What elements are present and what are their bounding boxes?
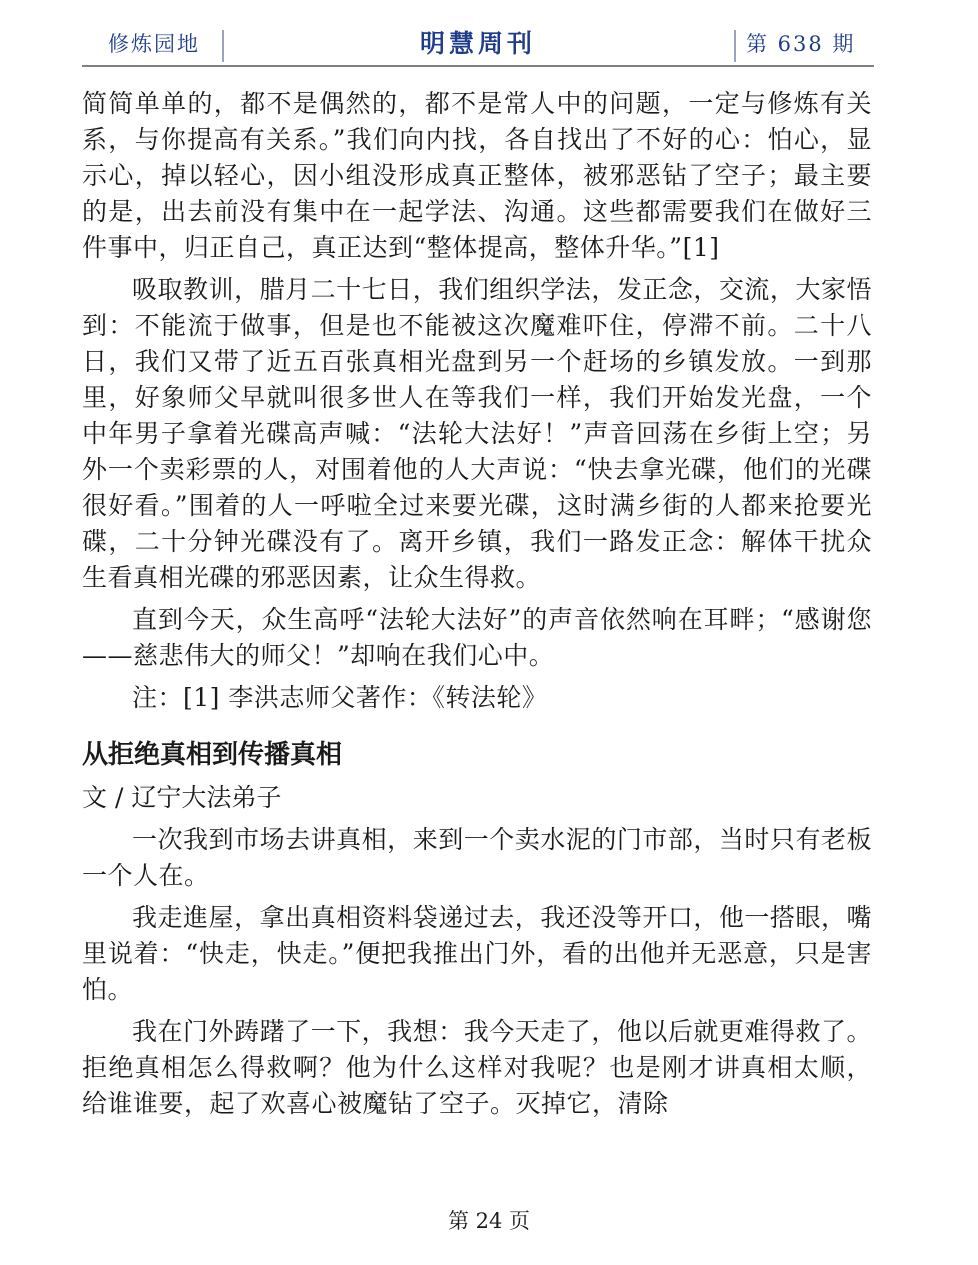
page-number: 第 24 页 [447, 1209, 531, 1233]
footnote: 注：[1] 李洪志师父著作：《转法轮》 [132, 683, 548, 712]
header-rule [82, 65, 874, 67]
article-title: 从拒绝真相到传播真相 [82, 740, 343, 770]
header-divider [734, 30, 736, 62]
section-label: 修炼园地 [108, 32, 200, 56]
publication-title: 明慧周刊 [419, 29, 536, 58]
body-paragraph: 直到今天，众生高呼“法轮大法好”的声音依然响在耳畔；“感谢您——慈悲伟大的师父！”却响在我们心中。 [82, 605, 872, 670]
issue-number: 第 638 期 [746, 32, 856, 56]
body-paragraph: 简简单单的，都不是偶然的，都不是常人中的问题，一定与修炼有关系，与你提高有关系。”我们向内找，各自找出了不好的心：怕心，显示心，掉以轻心，因小组没形成真正整体，被邪恶钻了空子；最主要的是，出去前没有集中在一起学法、沟通。这些都需要我们在做好三件事中，归正自己，真正达到“整体提高，整体升华。”[1] [82, 89, 872, 262]
article-author: 文 / 辽宁大法弟子 [82, 783, 282, 812]
page-content [82, 86, 872, 1122]
body-paragraph: 一次我到市场去讲真相，来到一个卖水泥的门市部，当时只有老板一个人在。 [82, 825, 872, 890]
body-paragraph: 我走進屋，拿出真相资料袋递过去，我还没等开口，他一搭眼，嘴里说着：“快走，快走。”便把我推出门外，看的出他并无恶意，只是害怕。 [82, 903, 872, 1004]
body-paragraph: 吸取教训，腊月二十七日，我们组织学法，发正念，交流，大家悟到：不能流于做事，但是也不能被这次魔难吓住，停滞不前。二十八日，我们又带了近五百张真相光盘到另一个赶场的乡镇发放。一到那里，好象师父早就叫很多世人在等我们一样，我们开始发光盘，一个中年男子拿着光碟高声喊：“法轮大法好！”声音回荡在乡街上空；另外一个卖彩票的人，对围着他的人大声说：“快去拿光碟，他们的光碟很好看。”围着的人一呼啦全过来要光碟，这时满乡街的人都来抢要光碟，二十分钟光碟没有了。离开乡镇，我们一路发正念：解体干扰众生看真相光碟的邪恶因素，让众生得救。 [82, 275, 872, 592]
body-paragraph: 我在门外踌躇了一下，我想：我今天走了，他以后就更难得救了。拒绝真相怎么得救啊？他为什么这样对我呢？也是刚才讲真相太顺，给谁谁要，起了欢喜心被魔钻了空子。灭掉它，清除 [82, 1017, 872, 1118]
page-header [82, 24, 874, 68]
